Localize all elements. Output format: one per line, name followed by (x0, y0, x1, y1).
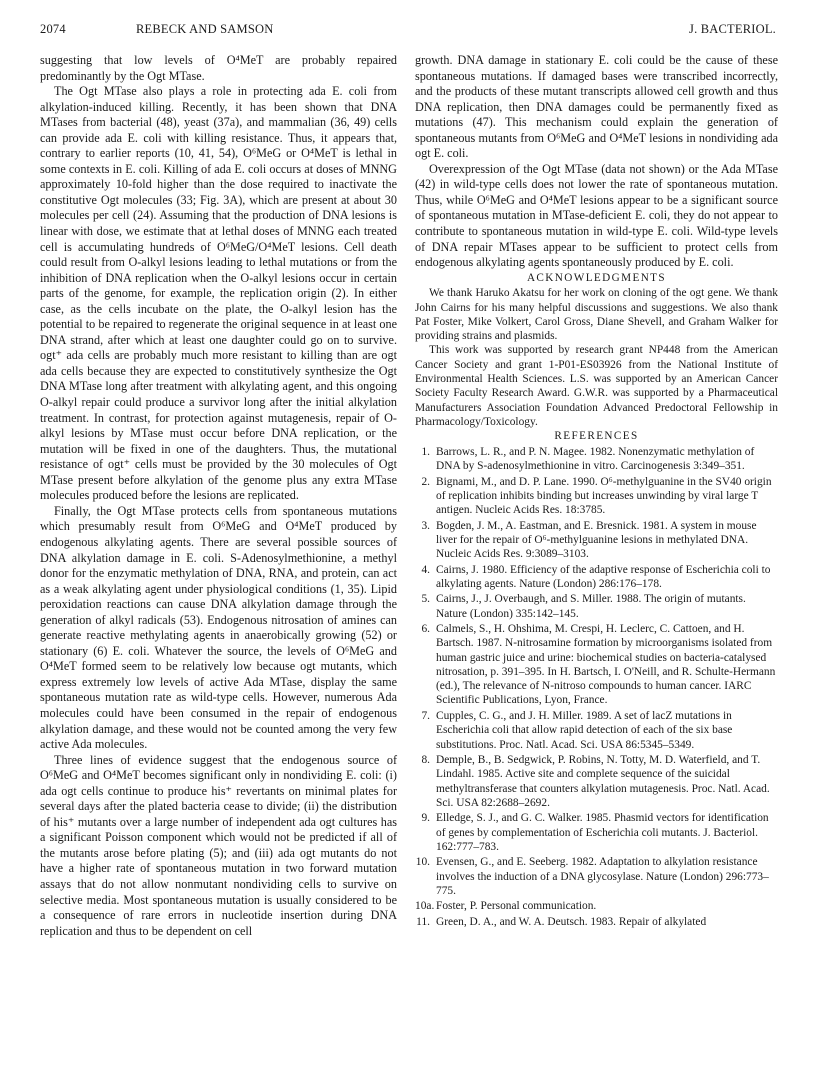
body-paragraph: Finally, the Ogt MTase protects cells from spontaneous mutations which presumably result from O⁶MeG and O⁴MeT produced by endogenous alkylating agents. There are several possible sources of DNA alkylation damage in E. coli. S-Adenosylmethionine, a methyl donor for the enzymatic methylation of DNA, RNA, and protein, can act as a weak alkylating agent under physiological conditions (1, 35). Lipid peroxidation reactions can cause DNA alkylation damage through the generation of alkyl radicals (53). Endogenous nitrosation of amines can generate reactive methylating agents in anaerobically growing (52) or stationary (6) E. coli. Whatever the source, the levels of O⁶MeG and O⁴MeT formed seem to be relatively low because ogt mutants, which express extremely low levels of active Ada MTase, display the same spontaneous mutation rate as wild-type cells. However, numerous Ada molecules could have been consumed in the repair of endogenous alkylation damage, and these would not be counted among the very few active Ada molecules. (40, 503, 397, 752)
reference-item (415, 445, 778, 474)
reference-item (415, 709, 778, 752)
reference-number: 8. (421, 754, 430, 767)
reference-text: Bogden, J. M., A. Eastman, and E. Bresnick. 1981. A system in mouse liver for the repair of O⁶-methylguanine lesions in methylated DNA. Nucleic Acids Res. 9:3089–3103. (436, 519, 757, 561)
reference-item (415, 592, 778, 621)
reference-number: 2. (421, 475, 430, 488)
body-paragraph: growth. DNA damage in stationary E. coli could be the cause of these spontaneous mutations. If damaged bases were transcribed incorrectly, and the products of these mutant transcripts allowed cell growth and thus DNA replication, then DNA damages could be permanently fixed as mutations (47). This mechanism could explain the generation of spontaneous mutants from O⁶MeG and O⁴MeT lesions in nondividing ada ogt E. coli. (415, 53, 778, 161)
reference-item (415, 855, 778, 898)
reference-number: 7. (421, 710, 430, 722)
acknowledgments-heading: ACKNOWLEDGMENTS (526, 271, 667, 284)
reference-number: 10. (415, 856, 430, 869)
reference-text: Demple, B., B. Sedgwick, P. Robins, N. Totty, M. D. Waterfield, and T. Lindahl. 1985. Active site and complete sequence of the suicidal methyltransferase that counters alkylation mutagenesis. Proc. Natl. Acad. Sci. USA 82:2688–2692. (436, 754, 770, 809)
reference-text: Evensen, G., and E. Seeberg. 1982. Adaptation to alkylation resistance involves the induction of a DNA glycosylase. Nature (London) 296:773–775. (436, 856, 769, 897)
reference-list (415, 445, 778, 930)
reference-item (415, 563, 778, 592)
journal-name: J. BACTERIOL. (689, 22, 776, 36)
reference-number: 1. (421, 445, 430, 458)
body-paragraph: Three lines of evidence suggest that the endogenous source of O⁶MeG and O⁴MeT becomes significant only in nondividing E. coli: (i) ada ogt cells continue to produce his⁺ revertants on minimal plates for several days after the plated bacteria cease to divide; (ii) the distribution of his⁺ mutants over a large number of independent ada ogt cultures has a significant Poisson component which would not be predicted if all of the mutants arose before plating (5); and (iii) ada ogt mutants do not have a higher rate of spontaneous mutation in two forward mutation assays that do not allow nonmutant nondividing cells to survive on selective media. Most spontaneous mutation is usually considered to be a consequence of rare errors in nucleotide insertion during DNA replication and thus to be dependent on cell (40, 752, 397, 938)
reference-text: Cupples, C. G., and J. H. Miller. 1989. A set of lacZ mutations in Escherichia coli that allow rapid detection of each of the six base substitutions. Proc. Natl. Acad. Sci. USA 86:5345–5349. (436, 710, 733, 751)
reference-text: Cairns, J. 1980. Efficiency of the adaptive response of Escherichia coli to alkylating agents. Nature (London) 286:176–178. (436, 563, 771, 590)
reference-item (415, 622, 778, 708)
reference-number: 9. (421, 812, 430, 825)
reference-text: Foster, P. Personal communication. (436, 900, 597, 913)
references-heading: REFERENCES (554, 430, 639, 443)
running-header (40, 22, 776, 42)
reference-number: 10a. (415, 900, 435, 913)
reference-text: Green, D. A., and W. A. Deutsch. 1983. Repair of alkylated (436, 915, 707, 928)
reference-number: 6. (421, 623, 430, 636)
reference-number: 4. (421, 563, 430, 576)
reference-text: Calmels, S., H. Ohshima, M. Crespi, H. Leclerc, C. Cattoen, and H. Bartsch. 1987. N-nitrosamine formation by microorganisms isolated from human gastric juice and urine: biochemical studies on bacteria-catalysed nitrosation, p. 391–395. In H. Bartsch, I. O'Neill, and R. Schulte-Hermann (ed.), The relevance of N-nitroso compounds to human cancer. IARC Scientific Publications, Lyon, France. (436, 623, 776, 707)
reference-number: 3. (421, 519, 430, 532)
reference-number: 11. (416, 915, 430, 928)
reference-text: Bignami, M., and D. P. Lane. 1990. O⁶-methylguanine in the SV40 origin of replication inhibits binding but increases unwinding by viral large T antigen. Nucleic Acids Res. 18:3785. (436, 475, 772, 517)
reference-number: 5. (421, 593, 430, 606)
acknowledgments-paragraph: We thank Haruko Akatsu for her work on cloning of the ogt gene. We thank John Cairns for his many helpful discussions and suggestions. We also thank Pat Foster, Mike Volkert, Carol Gross, Diane Shevell, and Graham Walker for providing strains and plasmids. (415, 287, 778, 343)
body-paragraph: Overexpression of the Ogt MTase (data not shown) or the Ada MTase (42) in wild-type cells does not lower the rate of spontaneous mutation. Thus, while O⁶MeG and O⁴MeT lesions appear to be a significant source of spontaneous mutation in MTase-deficient E. coli, they do not appear to contribute to spontaneous mutation in wild-type E. coli. Wild-type levels of DNA repair MTases appear to be sufficient to protect cells from endogenous alkylating agents spontaneously produced by E. coli. (415, 161, 778, 270)
running-authors: REBECK AND SAMSON (136, 22, 274, 36)
reference-item (415, 475, 778, 518)
page-number: 2074 (40, 22, 66, 36)
acknowledgments-paragraph: This work was supported by research grant NP448 from the American Cancer Society and grant 1-P01-ES03926 from the National Institute of Environmental Health Sciences. L.S. was supported by an American Cancer Society Faculty Research Award. G.W.R. was supported by a Pharmaceutical Manufacturers Association Foundation Advanced Predoctoral Fellowship in Pharmacology/Toxicology. (415, 344, 778, 428)
body-paragraph: suggesting that low levels of O⁴MeT are probably repaired predominantly by the Ogt MTase. (40, 53, 397, 83)
reference-item (415, 899, 778, 913)
reference-text: Elledge, S. J., and G. C. Walker. 1985. Phasmid vectors for identification of genes by complementation of Escherichia coli mutants. J. Bacteriol. 162:777–783. (436, 812, 769, 853)
right-column (415, 53, 778, 931)
body-paragraph: The Ogt MTase also plays a role in protecting ada E. coli from alkylation-induced killing. Recently, it has been shown that DNA MTases from bacterial (48), yeast (37a), and mammalian (36, 49) cells can provide ada E. coli with killing resistance. Thus, it appears that, contrary to earlier reports (10, 41, 54), O⁶MeG or O⁴MeT is lethal in some contexts in E. coli. Killing of ada E. coli occurs at doses of MNNG approximately 10-fold higher than the dose required to inactivate the constitutive Ogt molecules (33; Fig. 3A), which are present at about 30 molecules per cell (24). Assuming that the production of DNA lesions is linear with dose, we estimate that at lethal doses of MNNG each treated cell is accumulating hundreds of O⁶MeG/O⁴MeT lesions. Cell death could result from O-alkyl lesions leading to lethal mutations or from the inhibition of DNA replication when the O-alkyl lesions occur in certain parts of the genome, for example, the replication origin (2). In either case, as the cells incubate on the plate, the O-alkyl lesion has the potential to be repaired to regenerate the original sequence in at least one DNA strand, after which at least one daughter could go on to survive. ogt⁺ ada cells are probably much more resistant to killing than are ogt ada cells because they are expected to constitutively synthesize the Ogt DNA MTase long after treatment with alkylating agent, and this ongoing O-alkyl repair could produce a survivor long after the initial alkylation treatment. In contrast, for protection against mutagenesis, repair of O-alkyl lesions by MTase must occur before DNA replication, or the mutation will be fixed in one of the daughters. Thus, the mutational resistance of ogt⁺ cells must be provided by the 30 molecules of Ogt MTase present before alkylation of the genome plus any extra MTase molecules produced before the lesions are replicated. (40, 84, 397, 503)
reference-item (415, 811, 778, 854)
reference-text: Barrows, L. R., and P. N. Magee. 1982. Nonenzymatic methylation of DNA by S-adenosylmethionine in vitro. Carcinogenesis 3:349–351. (436, 445, 755, 472)
reference-item (415, 915, 778, 929)
reference-text: Cairns, J., J. Overbaugh, and S. Miller. 1988. The origin of mutants. Nature (London) 335:142–145. (436, 593, 746, 620)
reference-item (415, 519, 778, 562)
reference-item (415, 753, 778, 810)
left-column (40, 53, 397, 939)
